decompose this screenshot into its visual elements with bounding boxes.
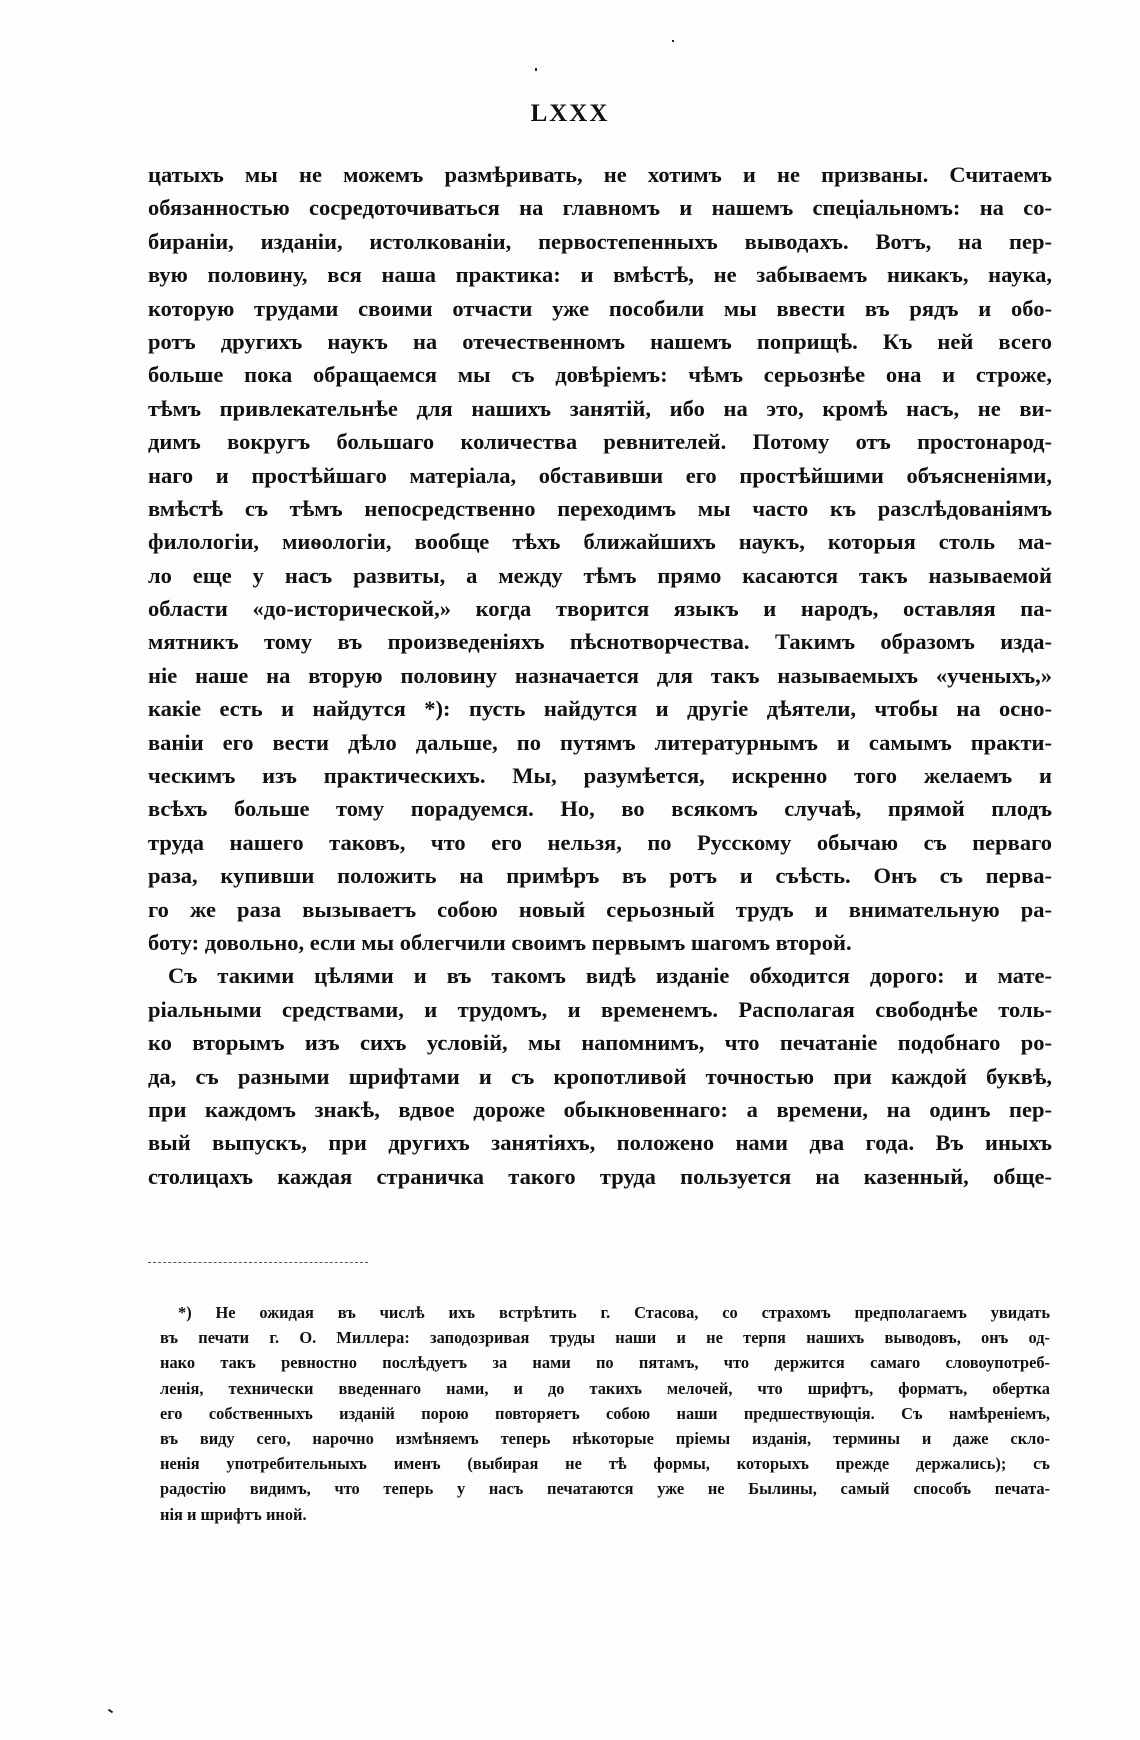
footnote: [160, 1300, 1050, 1527]
text-line: го же раза вызываетъ собою новый серьозный трудъ и внимательную ра-: [148, 896, 1052, 922]
text-line: ніе наше на вторую половину назначается для такъ называемыхъ «ученыхъ,»: [148, 662, 1052, 688]
footnote-line: ленія, технически введеннаго нами, и до такихъ мелочей, что шрифтъ, форматъ, обертка: [160, 1378, 1050, 1398]
text-line: да, съ разными шрифтами и съ кропотливой точностью при каждой буквѣ,: [148, 1063, 1052, 1089]
text-line: при каждомъ знакѣ, вдвое дороже обыкновеннаго: а времени, на одинъ пер-: [148, 1096, 1052, 1122]
text-line: вмѣстѣ съ тѣмъ непосредственно переходимъ мы часто къ разслѣдованіямъ: [148, 495, 1052, 521]
text-line: какіе есть и найдутся *): пусть найдутся и другіе дѣятели, чтобы на осно-: [148, 696, 1052, 722]
text-line: ческимъ изъ практическихъ. Мы, разумѣется, искренно того желаемъ и: [148, 763, 1052, 789]
footnote-line: *) Не ожидая въ числѣ ихъ встрѣтить г. Стасова, со страхомъ предполагаемъ увидать: [178, 1303, 1050, 1322]
text-line: боту: довольно, если мы облегчили своимъ первымъ шагомъ второй.: [148, 929, 852, 955]
footnote-line: его собственныхъ изданій порою повторяетъ собою наши предшествующія. Съ намѣреніемъ,: [160, 1403, 1050, 1423]
text-line: бираніи, изданіи, истолкованіи, первостепенныхъ выводахъ. Вотъ, на пер-: [148, 228, 1052, 254]
text-line: вый выпускъ, при другихъ занятіяхъ, положено нами два года. Въ иныхъ: [148, 1130, 1052, 1156]
text-line: наго и простѣйшаго матеріала, обставивши его простѣйшими объясненіями,: [148, 462, 1052, 488]
scan-speck: [672, 40, 674, 42]
text-line: обязанностью сосредоточиваться на главномъ и нашемъ спеціальномъ: на со-: [148, 195, 1052, 221]
text-line: тѣмъ привлекательнѣе для нашихъ занятій, ибо на это, кромѣ насъ, не ви-: [148, 395, 1052, 421]
footnote-line: нія и шрифтъ иной.: [160, 1504, 307, 1524]
text-line: ротъ другихъ наукъ на отечественномъ нашемъ поприщѣ. Къ ней всего: [148, 328, 1052, 354]
text-line: вую половину, вся наша практика: и вмѣстѣ, не забываемъ никакъ, наука,: [148, 262, 1052, 288]
paragraph-1: [148, 158, 1052, 959]
text-line: труда нашего таковъ, что его нельзя, по Русскому обычаю съ перваго: [148, 829, 1052, 855]
footnote-line: радостію видимъ, что теперь у насъ печатаются уже не Былины, самый способъ печата-: [160, 1479, 1050, 1499]
page-number: LXXX: [530, 100, 610, 127]
paragraph-2: [148, 959, 1052, 1193]
text-line: ріальными средствами, и трудомъ, и временемъ. Располагая свободнѣе толь-: [148, 996, 1052, 1022]
scan-speck: [108, 1709, 113, 1714]
text-line: раза, купивши положить на примѣръ въ ротъ и съѣсть. Онъ съ перва-: [148, 863, 1052, 889]
text-line: ко вторымъ изъ сихъ условій, мы напомнимъ, что печатаніе подобнаго ро-: [148, 1030, 1052, 1056]
text-line: столицахъ каждая страничка такого труда пользуется на казенный, обще-: [148, 1163, 1052, 1189]
text-line: цатыхъ мы не можемъ размѣривать, не хотимъ и не призваны. Считаемъ: [148, 162, 1052, 187]
text-line: димъ вокругъ большаго количества ревнителей. Потому отъ простонарод-: [148, 429, 1052, 455]
footnote-separator: [148, 1262, 368, 1263]
text-line: которую трудами своими отчасти уже пособили мы ввести въ рядъ и обо-: [148, 295, 1052, 321]
footnote-line: нако такъ ревностно послѣдуетъ за нами по пятамъ, что держится самаго словоупотреб-: [160, 1353, 1050, 1373]
footnote-line: въ печати г. О. Миллера: заподозривая труды наши и не терпя нашихъ выводовъ, онъ од-: [160, 1328, 1050, 1348]
text-line: области «до-исторической,» когда творится языкъ и народъ, оставляя па-: [148, 596, 1052, 622]
text-line: больше пока обращаемся мы съ довѣріемъ: чѣмъ серьознѣе она и строже,: [148, 362, 1052, 388]
main-text: [148, 158, 1052, 1193]
scan-speck: [535, 68, 537, 71]
text-line: филологіи, миѳологіи, вообще тѣхъ ближайшихъ наукъ, которыя столь ма-: [148, 529, 1052, 555]
text-line: ваніи его вести дѣло дальше, по путямъ литературнымъ и самымъ практи-: [148, 729, 1052, 755]
text-line: Съ такими цѣлями и въ такомъ видѣ изданіе обходится дорого: и мате-: [168, 963, 1052, 989]
text-line: всѣхъ больше тому порадуемся. Но, во всякомъ случаѣ, прямой плодъ: [148, 796, 1052, 822]
footnote-line: въ виду сего, нарочно измѣняемъ теперь нѣкоторые пріемы изданія, термины и даже скло-: [160, 1428, 1050, 1448]
text-line: мятникъ тому въ произведеніяхъ пѣснотворчества. Такимъ образомъ изда-: [148, 629, 1052, 655]
text-line: ло еще у насъ развиты, а между тѣмъ прямо касаются такъ называемой: [148, 562, 1052, 588]
footnote-line: ненія употребительныхъ именъ (выбирая не тѣ формы, которыхъ прежде держались); съ: [160, 1454, 1050, 1474]
